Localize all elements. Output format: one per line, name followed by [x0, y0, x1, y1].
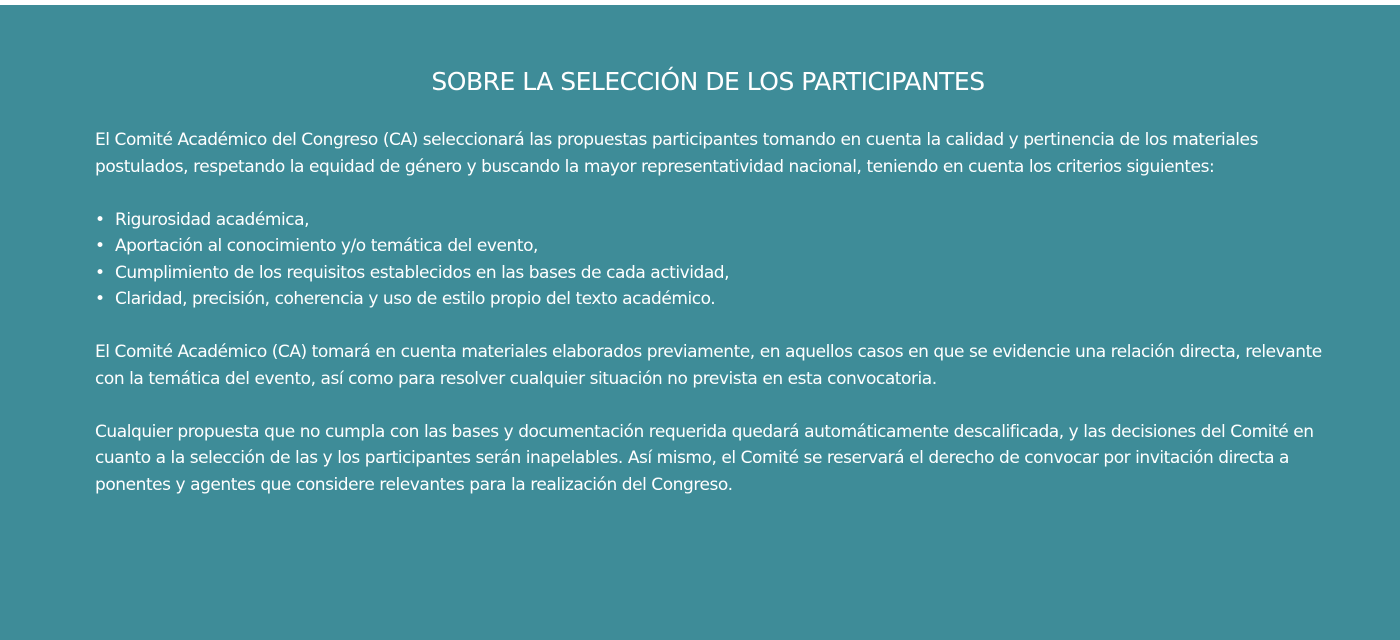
materials-paragraph: El Comité Académico (CA) tomará en cuenta materiales elaborados previamente, en aquellos casos en que se evidencie una relación directa, relevante con la temática del evento, así como para resolver cualquier situación no prevista en esta convocatoria.	[95, 342, 1322, 389]
bullet-icon: •	[95, 289, 105, 309]
bullet-icon: •	[95, 209, 105, 230]
section-content	[95, 127, 1335, 525]
criteria-item	[95, 286, 1335, 313]
intro-paragraph: El Comité Académico del Congreso (CA) seleccionará las propuestas participantes tomando en cuenta la calidad y pertinencia de los materiales postulados, respetando la equidad de género y buscando la mayor representatividad nacional, teniendo en cuenta los criterios siguientes:	[95, 130, 1258, 177]
bullet-icon: •	[95, 236, 105, 256]
bullet-icon: •	[95, 262, 105, 283]
criteria-text: Aportación al conocimiento y/o temática del evento,	[115, 236, 538, 256]
criteria-text: Cumplimiento de los requisitos establecidos en las bases de cada actividad,	[115, 262, 730, 283]
section-title: SOBRE LA SELECCIÓN DE LOS PARTICIPANTES	[431, 67, 985, 96]
criteria-item	[95, 233, 1335, 260]
criteria-item	[95, 207, 1335, 234]
criteria-text: Claridad, precisión, coherencia y uso de estilo propio del texto académico.	[115, 289, 716, 309]
criteria-text: Rigurosidad académica,	[115, 209, 310, 230]
criteria-item	[95, 260, 1335, 287]
criteria-list	[95, 207, 1335, 313]
disqualification-paragraph: Cualquier propuesta que no cumpla con las bases y documentación requerida quedará automáticamente descalificada, y las decisiones del Comité en cuanto a la selección de las y los participantes serán inapelables. Así mismo, el Comité se reservará el derecho de convocar por invitación directa a ponentes y agentes que considere relevantes para la realización del Congreso.	[95, 421, 1314, 495]
selection-section	[0, 5, 1400, 640]
